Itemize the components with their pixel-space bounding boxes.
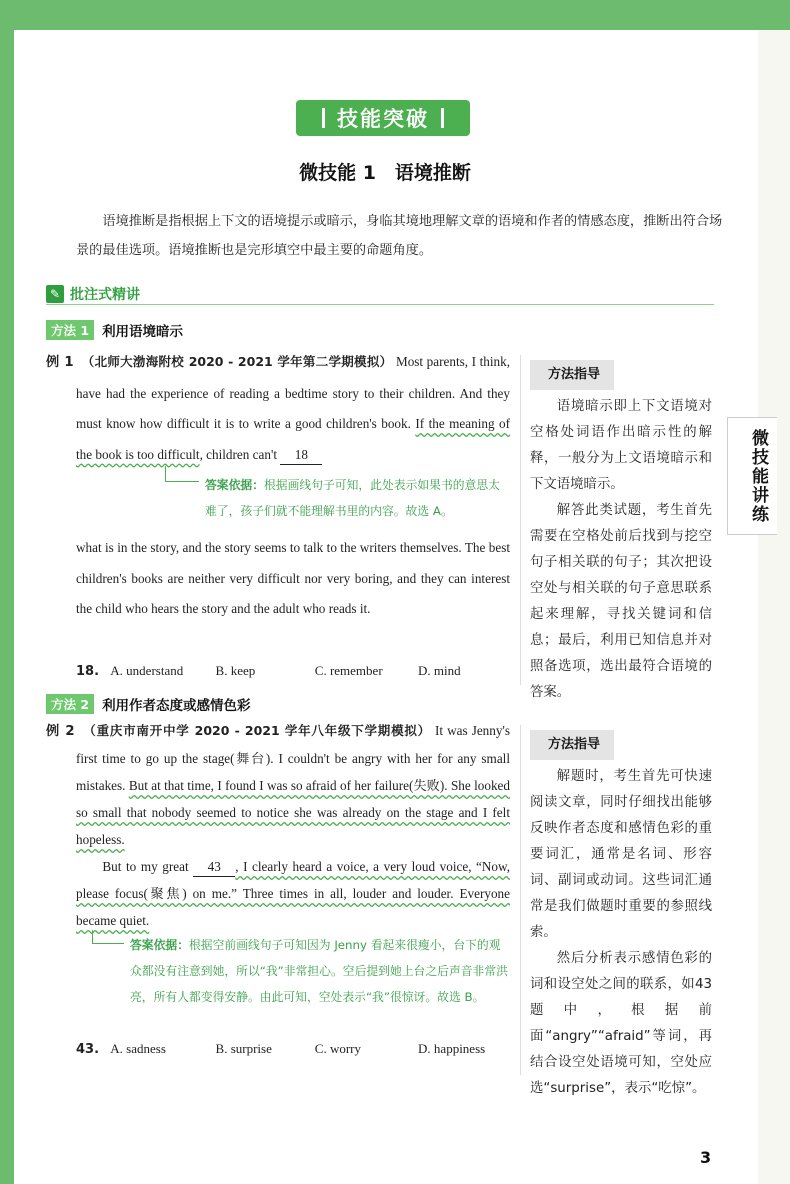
blank-18: 18 — [280, 446, 322, 465]
method-guide-1: 方法指导 语境暗示即上下文语境对空格处词语作出暗示性的解释，一般分为上文语境暗示和下文语境暗示。 解答此类试题，考生首先需要在空格处前后找到与挖空句子相关联的句子；其次把设空处与相关联的句子意思联系起来理解，寻找关键词和信息；最后，利用已知信息并对照备选项，选出最符合语境的答案。 — [530, 360, 712, 706]
arrow-line — [92, 930, 124, 944]
example-1: 例 1 （北师大渤海附校 2020 - 2021 学年第二学期模拟） Most parents, I think, have had the experience of reading a bedtime story to their children. And they must know how difficult it is to write a good children's book. If the meaning of the book is too difficult, children can't 18 — [76, 347, 510, 470]
option-d[interactable]: D. mind — [418, 663, 461, 678]
guide-heading: 方法指导 — [530, 730, 614, 760]
blank-43: 43 — [193, 858, 235, 877]
page-number: 3 — [700, 1148, 712, 1167]
section-banner — [296, 100, 470, 136]
question-18: 18. A. understand B. keep C. remember D. mind — [76, 663, 461, 679]
underlined-clue: If the meaning of the book is too difficult — [76, 416, 511, 462]
example-1-cont: what is in the story, and the story seems to talk to the writers themselves. The best children's books are neither very difficult nor very boring, and they can interest the child who hears the story and the adult who reads it. — [76, 540, 510, 616]
underlined-clue: But at that time, I found I was so afraid of her failure(失败). She looked so small that nobody seemed to notice she was already on the stage and I felt hopeless. — [76, 778, 510, 847]
option-d[interactable]: D. happiness — [418, 1041, 486, 1056]
guide-heading: 方法指导 — [530, 360, 614, 390]
method-2-heading: 方法 2 利用作者态度或感情色彩 — [46, 694, 251, 714]
answer-basis-1: 答案依据：根据画线句子可知，此处表示如果书的意思太难了，孩子们就不能理解书里的内容。故选 A。 — [205, 478, 500, 518]
method-tag: 方法 1 — [46, 320, 94, 340]
underlined-clue: , I clearly heard a voice, a very loud voice, “Now, please focus(聚焦) on me.” Three times in all, louder and louder. Everyone became quiet. — [76, 859, 510, 928]
option-a[interactable]: A. sadness — [110, 1041, 166, 1056]
arrow-line — [165, 466, 199, 482]
divider — [520, 725, 521, 1075]
method-tag: 方法 2 — [46, 694, 94, 714]
option-c[interactable]: C. remember — [314, 663, 383, 678]
divider — [520, 355, 521, 685]
option-c[interactable]: C. worry — [314, 1041, 361, 1056]
example-2: 例 2 （重庆市南开中学 2020 - 2021 学年八年级下学期模拟） It was Jenny's first time to go up the stage(舞台). I couldn't be angry with her for any small mistakes. But at that time, I found I was so afraid of her failure(失败). She looked so small that nobody seemed to notice she was already on the stage and I felt hopeless. But to my great 43 , I clearly heard a voice, a very loud voice, “Now, please focus(聚焦) on me.” Three times in all, louder and louder. Everyone became quiet. — [46, 723, 510, 928]
page-title: 微技能 1 语境推断 — [299, 162, 471, 184]
side-strip — [758, 30, 790, 1184]
banner-text: 技能突破 — [337, 107, 429, 131]
option-b[interactable]: B. surprise — [215, 1041, 272, 1056]
option-a[interactable]: A. understand — [110, 663, 184, 678]
intro-paragraph: 语境推断是指根据上下文的语境提示或暗示，身临其境地理解文章的语境和作者的情感态度，推断出符合场景的最佳选项。语境推断也是完形填空中最主要的命题角度。 — [76, 214, 723, 258]
answer-basis-2: 答案依据：根据空前画线句子可知因为 Jenny 看起来很瘦小，台下的观众都没有注意到她，所以“我”非常担心。空后提到她上台之后声音非常洪亮，所有人都变得安静。由此可知，空处表示“我”很惊讶。故选 B。 — [130, 938, 508, 1004]
method-1-heading: 方法 1 利用语境暗示 — [46, 320, 183, 340]
pencil-icon: ✎ — [46, 285, 64, 303]
section-heading: ✎ 批注式精讲 — [46, 283, 714, 305]
side-tab: 微技能讲练 — [727, 417, 777, 535]
method-guide-2: 方法指导 解题时，考生首先可快速阅读文章，同时仔细找出能够反映作者态度和感情色彩的重要词汇，通常是名词、形容词、副词或动词。这些词汇通常是我们做题时重要的参照线索。 然后分析表示感情色彩的词和设空处之间的联系，如43题中，根据前面“angry”“afraid”等词，再结合设空处语境可知，空处应选“surprise”，表示“吃惊”。 — [530, 730, 712, 1102]
question-43: 43. A. sadness B. surprise C. worry D. happiness — [76, 1041, 486, 1057]
option-b[interactable]: B. keep — [215, 663, 256, 678]
